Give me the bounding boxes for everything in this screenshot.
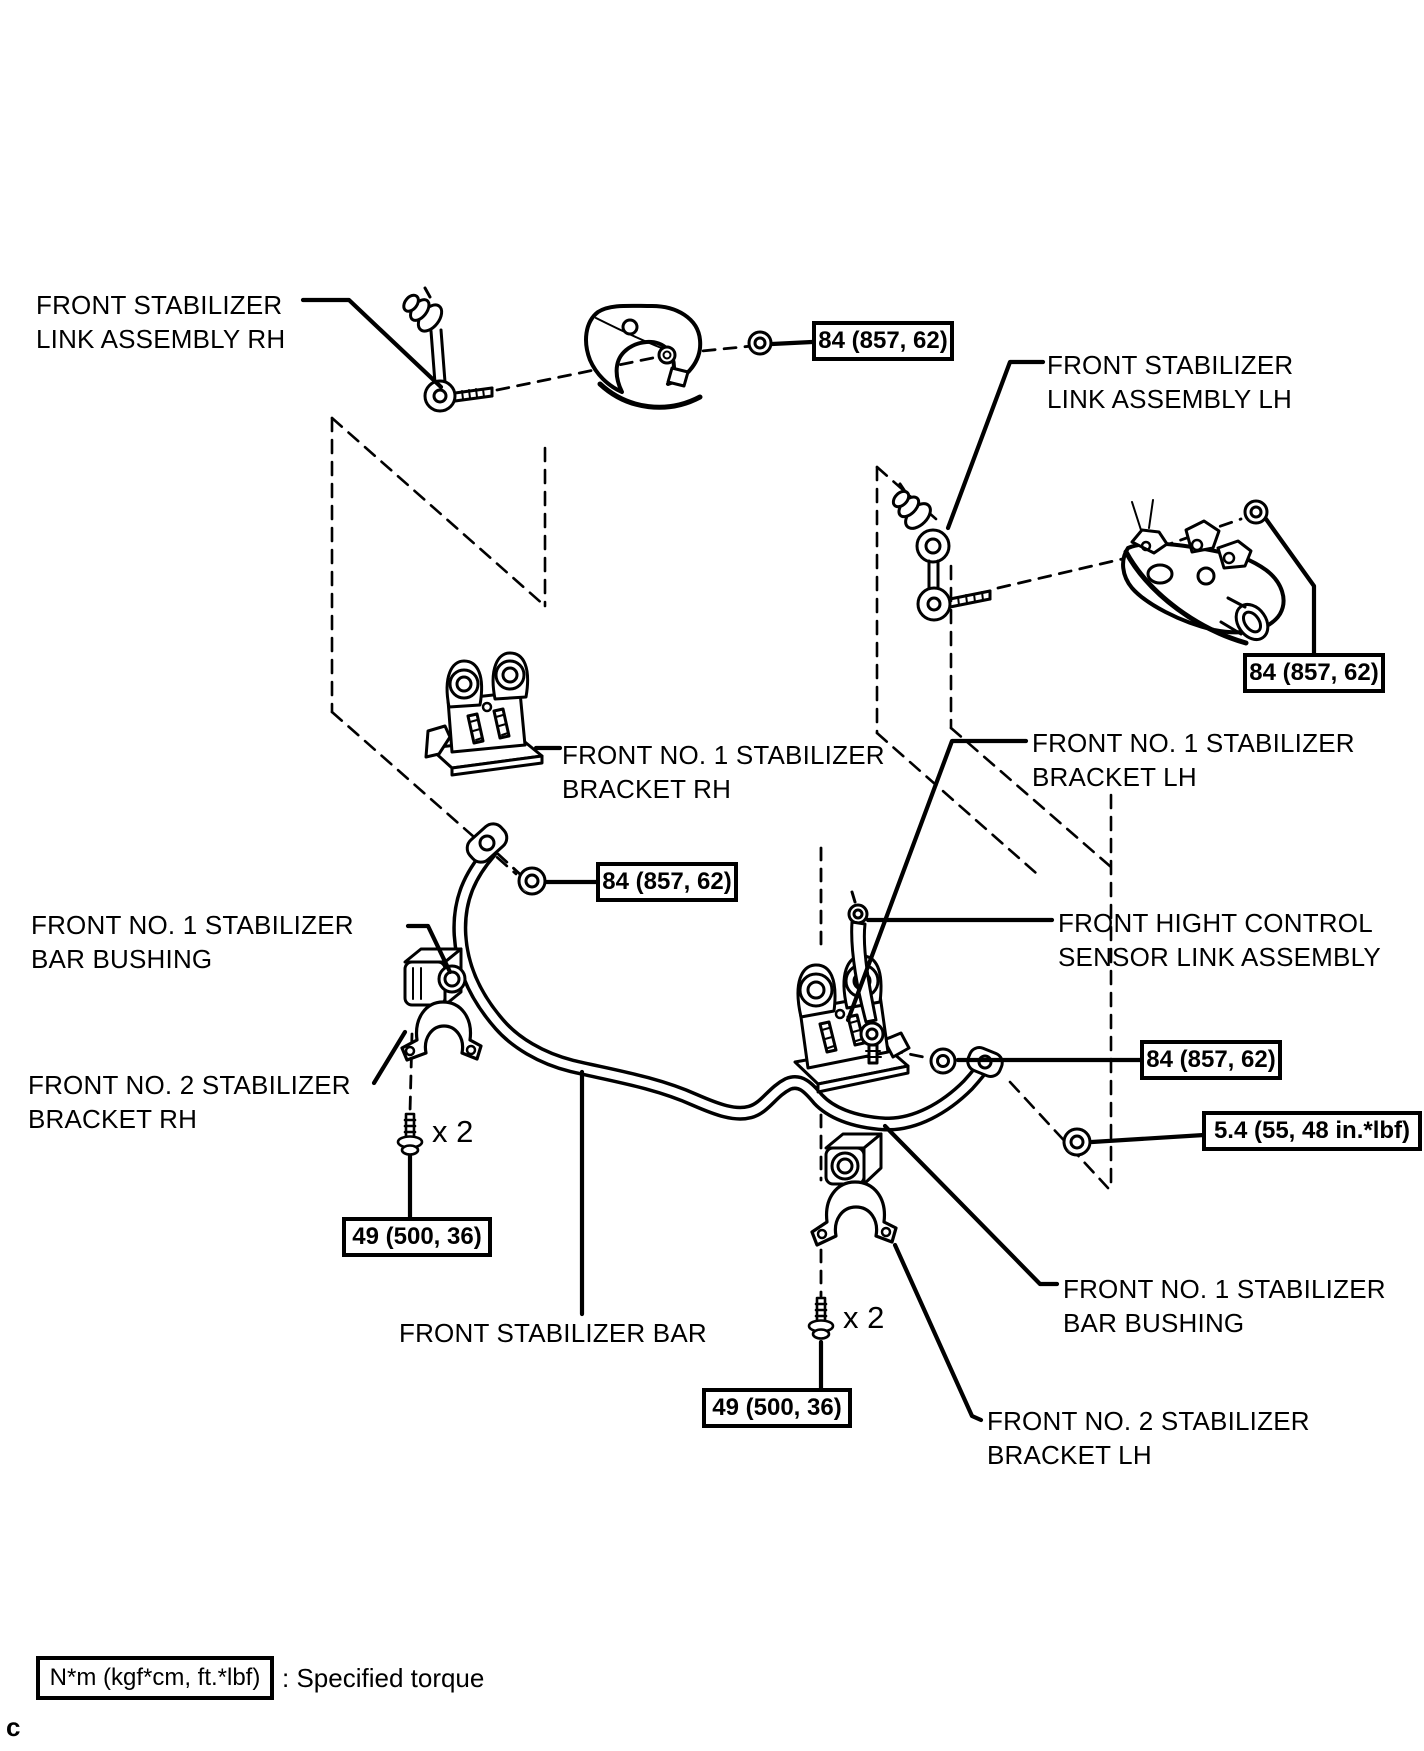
nut-link-rh — [749, 332, 771, 354]
label-line: FRONT STABILIZER — [36, 290, 283, 320]
projection-plane-right — [877, 467, 1111, 1190]
no1-stabilizer-bracket-rh-drawing — [426, 653, 542, 775]
quantity-note-rh-bolts: x 2 — [432, 1114, 474, 1149]
label-line: LINK ASSEMBLY RH — [36, 324, 286, 354]
knuckle-rh-drawing — [586, 306, 700, 407]
label-line: BRACKET RH — [562, 774, 732, 804]
label-line: BAR BUSHING — [31, 944, 213, 974]
label-stabilizer-bar — [399, 1316, 707, 1350]
no1-bar-bushing-lh-drawing — [826, 1134, 881, 1184]
label-line: FRONT STABILIZER BAR — [399, 1318, 707, 1348]
label-link-assembly-rh — [36, 288, 285, 356]
label-link-assembly-lh — [1047, 348, 1293, 416]
label-no1-bar-bushing-right — [1063, 1272, 1386, 1340]
nut-link-lh — [1245, 501, 1267, 523]
no1-stabilizer-bracket-lh-drawing — [795, 956, 909, 1092]
label-line: SENSOR LINK ASSEMBLY — [1058, 942, 1381, 972]
torque-legend-description: : Specified torque — [282, 1662, 485, 1693]
projection-plane-left — [332, 418, 545, 874]
label-line: FRONT NO. 1 STABILIZER — [562, 740, 885, 770]
label-no1-bracket-rh — [562, 738, 885, 806]
label-line: FRONT NO. 2 STABILIZER — [987, 1406, 1310, 1436]
torque-box-link-rh-nut: 84 (857, 62) — [812, 321, 954, 361]
torque-box-bar-end-lh-nut: 84 (857, 62) — [1140, 1040, 1282, 1080]
label-height-control-sensor-link — [1058, 906, 1381, 974]
no2-stabilizer-bracket-lh-drawing — [812, 1182, 896, 1245]
label-line: LINK ASSEMBLY LH — [1047, 384, 1293, 414]
label-no1-bracket-lh — [1032, 726, 1355, 794]
label-no2-bracket-rh — [28, 1068, 351, 1136]
torque-box-bracket-lh-bolts: 49 (500, 36) — [702, 1388, 852, 1428]
nut-bar-end-rh — [519, 868, 545, 894]
torque-box-bar-end-rh-nut: 84 (857, 62) — [596, 862, 738, 902]
stabilizer-link-lh-drawing — [886, 484, 990, 620]
page-footnote-marker: c — [6, 1712, 21, 1742]
stabilizer-link-rh-drawing — [397, 288, 492, 411]
label-line: FRONT HIGHT CONTROL — [1058, 908, 1373, 938]
torque-unit-box: N*m (kgf*cm, ft.*lbf) — [36, 1656, 274, 1700]
label-line: FRONT NO. 1 STABILIZER — [1063, 1274, 1386, 1304]
label-line: BAR BUSHING — [1063, 1308, 1245, 1338]
no2-stabilizer-bracket-rh-drawing — [402, 1002, 481, 1060]
label-line: FRONT STABILIZER — [1047, 350, 1294, 380]
quantity-note-lh-bolts: x 2 — [843, 1300, 885, 1335]
nut-bar-end-lh — [931, 1049, 955, 1073]
nut-sensor-link — [1064, 1129, 1090, 1155]
bracket-bolt-lh-drawing — [809, 1298, 833, 1339]
label-line: BRACKET LH — [987, 1440, 1152, 1470]
label-no2-bracket-lh — [987, 1404, 1310, 1472]
bracket-bolt-rh-drawing — [398, 1114, 422, 1155]
label-line: FRONT NO. 2 STABILIZER — [28, 1070, 351, 1100]
torque-box-sensor-link-nut: 5.4 (55, 48 in.*lbf) — [1202, 1111, 1422, 1151]
torque-legend — [36, 1656, 484, 1700]
torque-box-bracket-rh-bolts: 49 (500, 36) — [342, 1217, 492, 1257]
label-no1-bar-bushing-left — [31, 908, 354, 976]
label-line: BRACKET RH — [28, 1104, 198, 1134]
label-line: FRONT NO. 1 STABILIZER — [1032, 728, 1355, 758]
label-line: FRONT NO. 1 STABILIZER — [31, 910, 354, 940]
torque-box-link-lh-nut: 84 (857, 62) — [1243, 653, 1385, 693]
label-line: BRACKET LH — [1032, 762, 1197, 792]
no1-bar-bushing-left-drawing — [405, 949, 465, 1005]
